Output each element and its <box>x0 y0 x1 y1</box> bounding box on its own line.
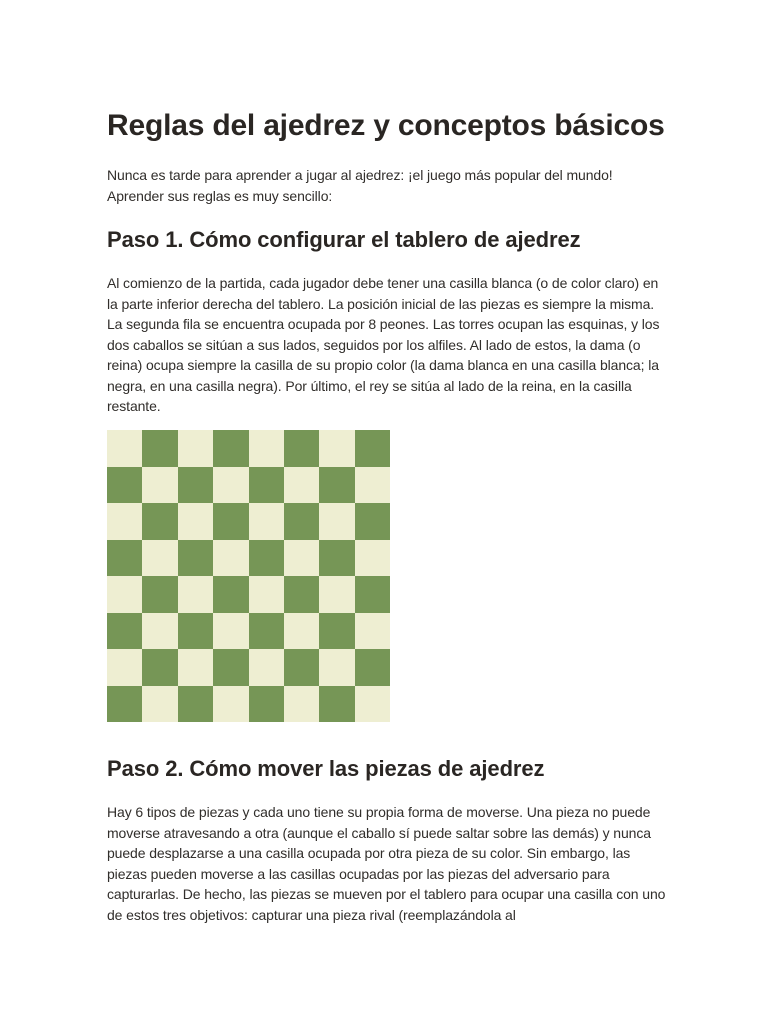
board-square-light <box>107 430 142 467</box>
chessboard-image <box>107 430 390 722</box>
board-square-light <box>249 576 284 613</box>
board-square-light <box>142 613 177 650</box>
board-square-dark <box>142 430 177 467</box>
board-square-light <box>213 467 248 504</box>
board-square-dark <box>178 540 213 577</box>
board-square-light <box>178 649 213 686</box>
board-square-dark <box>249 686 284 723</box>
board-square-dark <box>142 503 177 540</box>
board-square-dark <box>319 613 354 650</box>
step2-paragraph: Hay 6 tipos de piezas y cada uno tiene su propia forma de moverse. Una pieza no puede moverse atravesando a otra (aunque el caballo sí puede saltar sobre las demás) y nunca puede desplazarse a una casilla ocupada por otra pieza de su color. Sin embargo, las piezas pueden moverse a las casillas ocupadas por las piezas del adversario para capturarlas. De hecho, las piezas se mueven por el tablero para ocupar una casilla con uno de estos tres objetivos: capturar una pieza rival (reemplazándola al <box>107 804 666 923</box>
board-square-dark <box>107 467 142 504</box>
board-square-dark <box>319 540 354 577</box>
board-square-dark <box>249 613 284 650</box>
board-square-light <box>284 613 319 650</box>
board-square-light <box>355 686 390 723</box>
board-square-dark <box>284 503 319 540</box>
board-square-light <box>178 576 213 613</box>
board-square-dark <box>284 430 319 467</box>
board-square-light <box>249 503 284 540</box>
board-square-light <box>142 686 177 723</box>
board-square-dark <box>284 649 319 686</box>
board-square-dark <box>355 503 390 540</box>
board-square-light <box>319 649 354 686</box>
board-square-dark <box>107 540 142 577</box>
board-square-dark <box>213 430 248 467</box>
board-square-light <box>213 613 248 650</box>
board-square-dark <box>319 686 354 723</box>
board-square-light <box>249 649 284 686</box>
board-square-dark <box>213 503 248 540</box>
board-square-dark <box>178 613 213 650</box>
intro-paragraph: Nunca es tarde para aprender a jugar al ajedrez: ¡el juego más popular del mundo! Aprender sus reglas es muy sencillo: <box>107 167 613 204</box>
board-square-light <box>319 430 354 467</box>
board-square-light <box>249 430 284 467</box>
board-square-light <box>355 613 390 650</box>
board-square-light <box>284 467 319 504</box>
board-square-light <box>142 467 177 504</box>
board-square-light <box>213 540 248 577</box>
board-square-light <box>178 430 213 467</box>
board-square-light <box>319 576 354 613</box>
step2-heading: Paso 2. Cómo mover las piezas de ajedrez <box>107 756 545 781</box>
step1-heading: Paso 1. Cómo configurar el tablero de ajedrez <box>107 227 581 252</box>
board-square-dark <box>213 576 248 613</box>
board-square-light <box>355 540 390 577</box>
board-square-light <box>142 540 177 577</box>
board-square-light <box>213 686 248 723</box>
step1-paragraph: Al comienzo de la partida, cada jugador debe tener una casilla blanca (o de color claro) en la parte inferior derecha del tablero. La posición inicial de las piezas es siempre la misma. La segunda fila se encuentra ocupada por 8 peones. Las torres ocupan las esquinas, y los dos caballos se sitúan a sus lados, seguidos por los alfiles. Al lado de estos, la dama (o reina) ocupa siempre la casilla de su propio color (la dama blanca en una casilla blanca; la negra, en una casilla negra). Por último, el rey se sitúa al lado de la reina, en la casilla restante. <box>107 275 660 414</box>
board-square-dark <box>355 430 390 467</box>
board-square-light <box>319 503 354 540</box>
board-square-dark <box>178 686 213 723</box>
board-square-light <box>107 576 142 613</box>
board-square-dark <box>142 649 177 686</box>
board-square-dark <box>355 649 390 686</box>
board-square-dark <box>107 686 142 723</box>
board-square-dark <box>213 649 248 686</box>
page-title: Reglas del ajedrez y conceptos básicos <box>107 109 665 142</box>
board-square-light <box>107 503 142 540</box>
board-square-dark <box>142 576 177 613</box>
board-square-dark <box>178 467 213 504</box>
board-square-dark <box>284 576 319 613</box>
board-square-dark <box>249 540 284 577</box>
board-square-dark <box>249 467 284 504</box>
board-square-light <box>284 686 319 723</box>
board-square-dark <box>319 467 354 504</box>
board-square-dark <box>107 613 142 650</box>
board-square-light <box>178 503 213 540</box>
board-square-light <box>107 649 142 686</box>
board-square-light <box>355 467 390 504</box>
board-square-light <box>284 540 319 577</box>
board-square-dark <box>355 576 390 613</box>
